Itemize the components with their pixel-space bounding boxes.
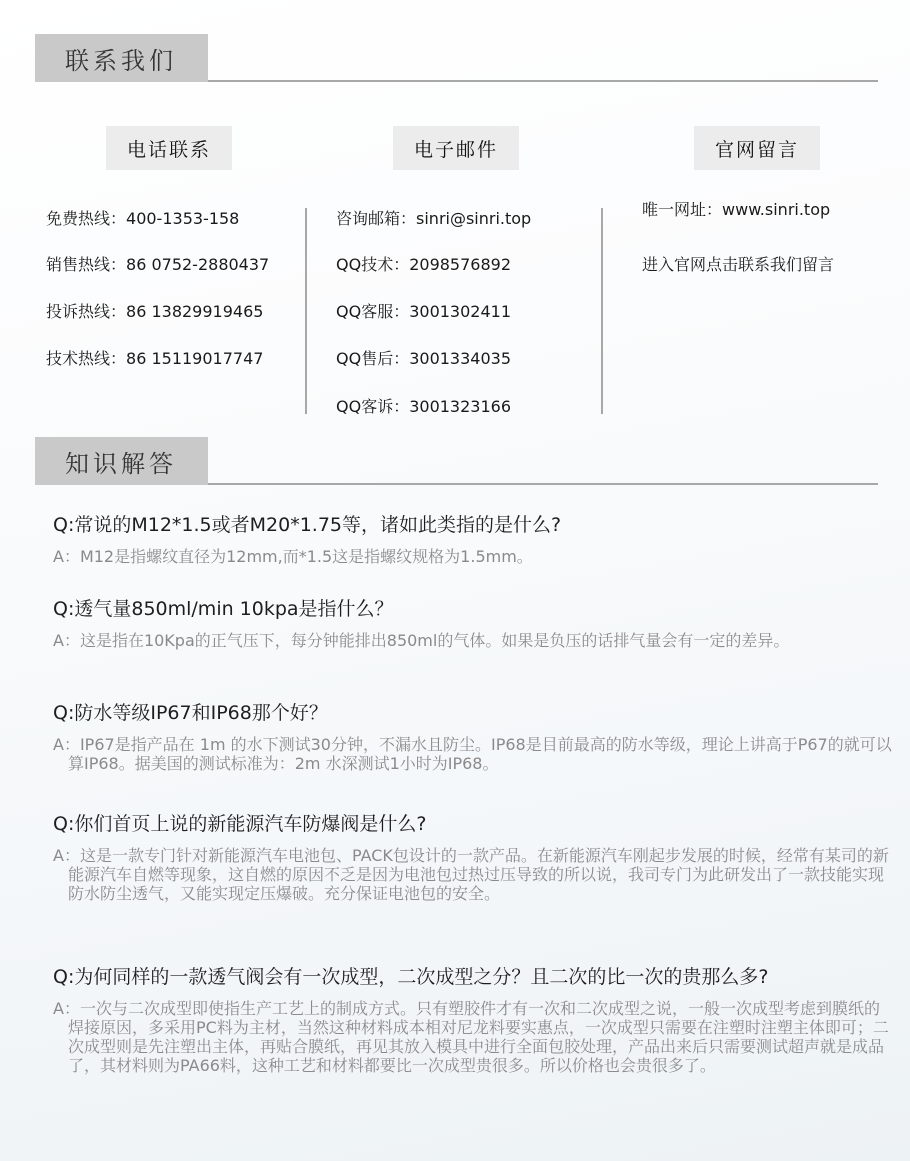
faq-question: Q:为何同样的一款透气阀会有一次成型，二次成型之分？且二次的比一次的贵那么多? — [53, 966, 769, 988]
qq-complaint-value[interactable]: 3001323166 — [409, 397, 511, 416]
qq-tech-label: QQ技术： — [336, 255, 410, 274]
faq-answer: A：一次与二次成型即使指生产工艺上的制成方式。只有塑胶件才有一次和二次成型之说，一般一次成型考虑到膜纸的焊接原因，多采用PC料为主材，当然这种材料成本相对尼龙料要实惠点，一次成型只需要在注塑时注塑主体即可；二次成型则是先注塑出主体，再贴合膜纸，再见其放入模具中进行全面包胶处理，产品出来后只需要测试超声就是成品了，其材料则为PA66料，这种工艺和材料都要比一次成型贵很多。所以价格也会贵很多了。 — [53, 999, 889, 1075]
email-contact-title: 电子邮件 — [393, 126, 519, 170]
qq-tech — [336, 252, 511, 275]
faq-question: Q:透气量850ml/min 10kpa是指什么？ — [53, 598, 394, 620]
faq-item — [53, 512, 893, 566]
sales-hotline-label: 销售热线： — [46, 255, 127, 274]
faq-item — [53, 700, 893, 773]
complaint-hotline-value[interactable]: 86 13829919465 — [126, 302, 264, 321]
faq-section-header — [35, 437, 878, 485]
qq-after-sales — [336, 346, 511, 369]
faq-item — [53, 596, 893, 650]
free-hotline-label: 免费热线： — [46, 209, 127, 228]
consult-email-label: 咨询邮箱： — [336, 209, 417, 228]
website-message-hint: 进入官网点击联系我们留言 — [642, 255, 835, 274]
qq-complaint — [336, 394, 511, 417]
faq-answer: A：这是指在10Kpa的正气压下，每分钟能排出850ml的气体。如果是负压的话排气量会有一定的差异。 — [53, 631, 790, 650]
consult-email-value[interactable]: sinri@sinri.top — [416, 209, 532, 228]
faq-section-title: 知识解答 — [35, 437, 208, 485]
faq-answer: A：IP67是指产品在 1m 的水下测试30分钟，不漏水且防尘。IP68是目前最高的防水等级，理论上讲高于P67的就可以算IP68。据美国的测试标准为：2m 水深测试1小时为IP68。 — [53, 735, 892, 773]
tech-hotline-value[interactable]: 86 15119017747 — [126, 349, 264, 368]
qq-tech-value[interactable]: 2098576892 — [409, 255, 511, 274]
complaint-hotline-label: 投诉热线： — [46, 302, 127, 321]
column-divider-right — [601, 208, 603, 414]
sales-hotline — [46, 252, 269, 275]
faq-question: Q:防水等级IP67和IP68那个好？ — [53, 702, 328, 724]
faq-question: Q:常说的M12*1.5或者M20*1.75等，诸如此类指的是什么? — [53, 514, 562, 536]
qq-service-value[interactable]: 3001302411 — [409, 302, 511, 321]
tech-hotline-label: 技术热线： — [46, 349, 127, 368]
website-url-link[interactable]: www.sinri.top — [722, 200, 831, 219]
website-url — [642, 197, 830, 220]
phone-contact-title: 电话联系 — [106, 126, 232, 170]
faq-answer: A：这是一款专门针对新能源汽车电池包、PACK包设计的一款产品。在新能源汽车刚起步发展的时候，经常有某司的新能源汽车自燃等现象，这自燃的原因不乏是因为电池包过热过压导致的所以说，我司专门为此研发出了一款技能实现防水防尘透气，又能实现定压爆破。充分保证电池包的安全。 — [53, 846, 889, 903]
website-message-title: 官网留言 — [694, 126, 820, 170]
sales-hotline-value[interactable]: 86 0752-2880437 — [126, 255, 270, 274]
contact-section-title: 联系我们 — [35, 34, 208, 82]
consult-email — [336, 206, 531, 229]
qq-after-sales-value[interactable]: 3001334035 — [409, 349, 511, 368]
contact-section-header — [35, 34, 878, 82]
complaint-hotline — [46, 299, 263, 322]
column-divider-left — [305, 208, 307, 414]
website-url-label: 唯一网址： — [642, 200, 723, 219]
qq-service — [336, 299, 511, 322]
qq-complaint-label: QQ客诉： — [336, 397, 410, 416]
tech-hotline — [46, 346, 263, 369]
qq-service-label: QQ客服： — [336, 302, 410, 321]
faq-item — [53, 964, 893, 1075]
free-hotline — [46, 206, 239, 229]
free-hotline-value[interactable]: 400-1353-158 — [126, 209, 240, 228]
faq-item — [53, 811, 893, 903]
qq-after-sales-label: QQ售后： — [336, 349, 410, 368]
faq-question: Q:你们首页上说的新能源汽车防爆阀是什么? — [53, 813, 427, 835]
faq-answer: A：M12是指螺纹直径为12mm,而*1.5这是指螺纹规格为1.5mm。 — [53, 547, 533, 566]
